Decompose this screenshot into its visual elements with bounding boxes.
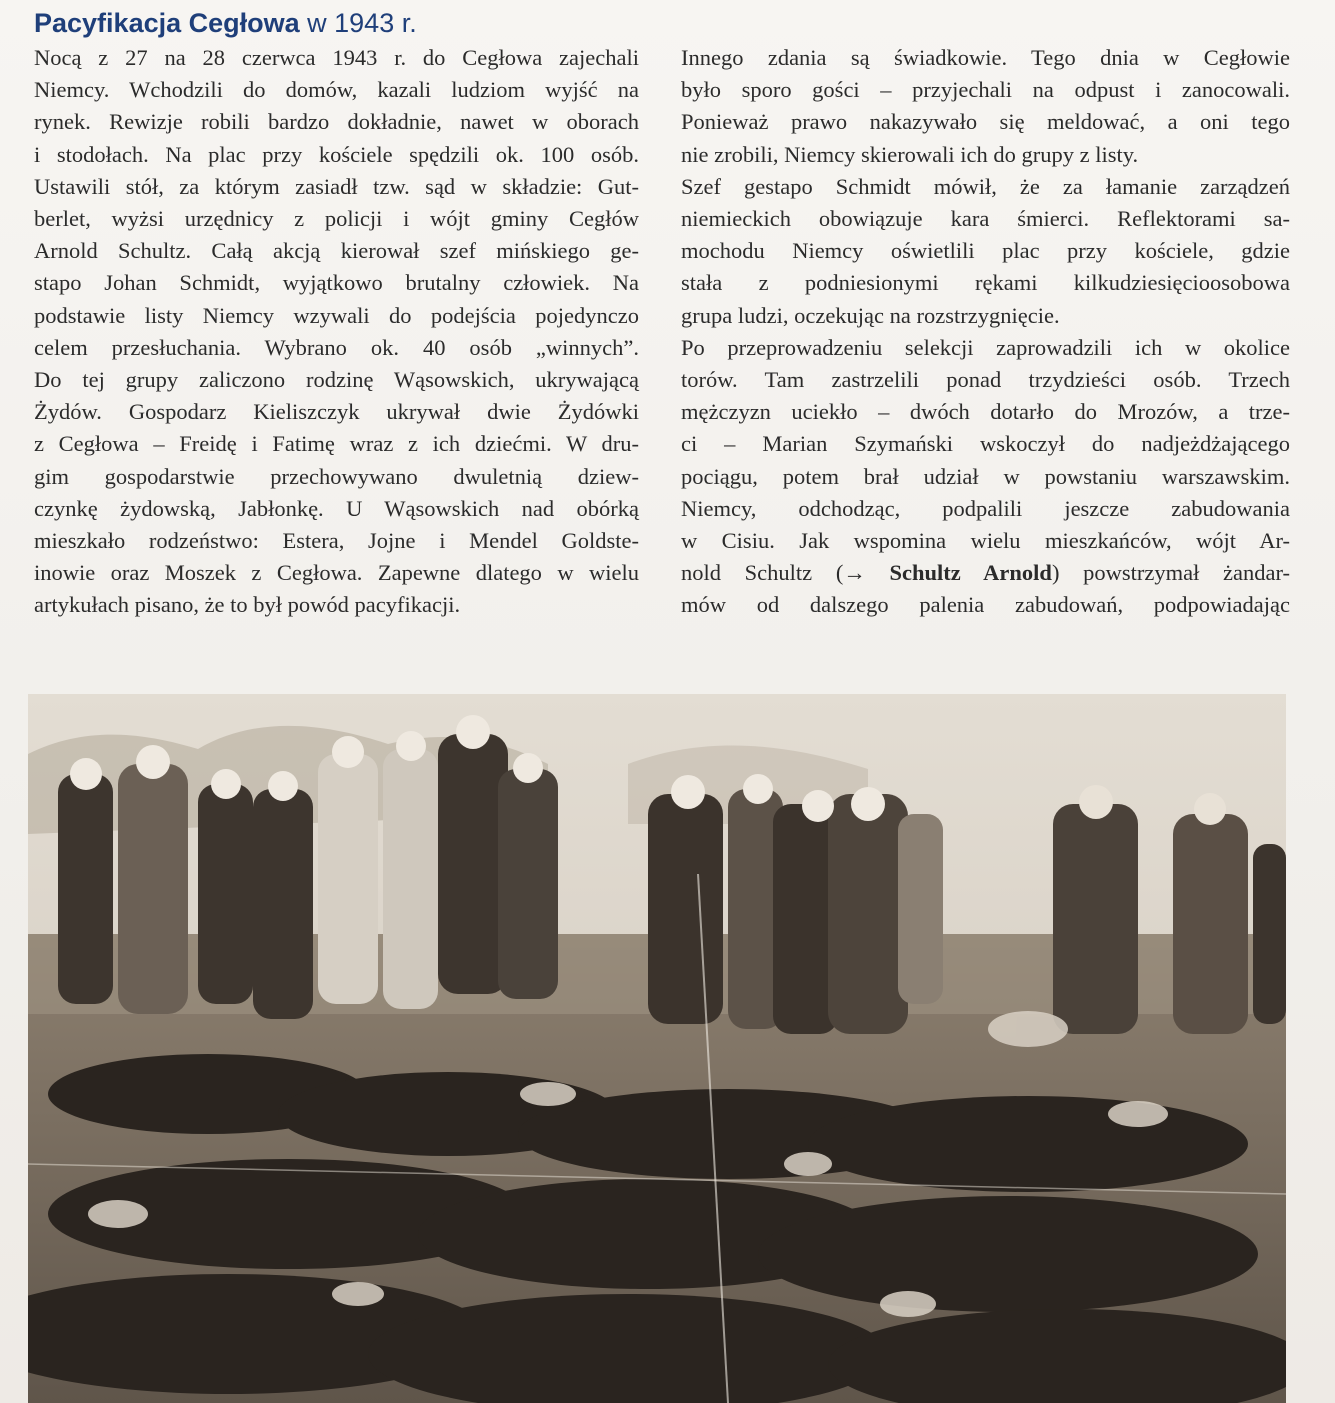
section-title xyxy=(34,6,417,40)
text-line: Niemcy. Wchodzili do domów, kazali ludziom wyjść na xyxy=(34,77,639,103)
text-line: mochodu Niemcy oświetlili plac przy kościele, gdzie xyxy=(681,238,1290,264)
text-line: nie zrobili, Niemcy skierowali ich do grupy z listy. xyxy=(681,141,1139,167)
text-line: i stodołach. Na plac przy kościele spędzili ok. 100 osób. xyxy=(34,141,639,167)
text-line: grupa ludzi, oczekując na rozstrzygnięcie. xyxy=(681,302,1060,328)
text-line: mów od dalszego palenia zabudowań, podpowiadając xyxy=(681,592,1290,618)
text-line: Ustawili stół, za którym zasiadł tzw. sąd w składzie: Gut- xyxy=(34,173,639,199)
text-line: Niemcy, odchodząc, podpalili jeszcze zabudowania xyxy=(681,495,1290,521)
ref-prefix: nold Schultz (→ xyxy=(681,560,890,586)
text-line: Innego zdania są świadkowie. Tego dnia w Cegłowie xyxy=(681,45,1290,70)
text-line: rynek. Rewizje robili bardzo dokładnie, nawet w oborach xyxy=(34,109,639,135)
text-line: inowie oraz Moszek z Cegłowa. Zapewne dlatego w wielu xyxy=(34,560,639,586)
text-line: podstawie listy Niemcy wzywali do podejścia pojedynczo xyxy=(34,302,639,328)
text-line: pociągu, potem brał udział w powstaniu warszawskim. xyxy=(681,463,1290,489)
text-line: stała z podniesionymi rękami kilkudziesięcioosobowa xyxy=(681,270,1290,296)
text-line: Ponieważ prawo nakazywało się meldować, a oni tego xyxy=(681,109,1290,135)
text-line: gim gospodarstwie przechowywano dwuletnią dziew- xyxy=(34,463,639,489)
section-title-bold: Pacyfikacja Cegłowa xyxy=(34,8,300,38)
text-line: ci – Marian Szymański wskoczył do nadjeżdżającego xyxy=(681,431,1290,457)
historical-photo xyxy=(28,694,1286,1403)
text-line: Po przeprowadzeniu selekcji zaprowadzili ich w okolice xyxy=(681,334,1290,360)
text-line: stapo Johan Schmidt, wyjątkowo brutalny człowiek. Na xyxy=(34,270,639,296)
text-line: było sporo gości – przyjechali na odpust i zanocowali. xyxy=(681,77,1290,103)
section-title-date: w 1943 r. xyxy=(299,8,417,38)
text-line-with-reference xyxy=(681,557,1290,589)
text-line: mieszkało rodzeństwo: Estera, Jojne i Mendel Goldste- xyxy=(34,528,639,554)
text-line: Arnold Schultz. Całą akcją kierował szef mińskiego ge- xyxy=(34,238,639,264)
text-line: Do tej grupy zaliczono rodzinę Wąsowskich, ukrywającą xyxy=(34,367,639,393)
text-line: celem przesłuchania. Wybrano ok. 40 osób „winnych”. xyxy=(34,334,639,360)
text-line: z Cegłowa – Freidę i Fatimę wraz z ich dziećmi. W dru- xyxy=(34,431,639,457)
text-line: w Cisiu. Jak wspomina wielu mieszkańców, wójt Ar- xyxy=(681,528,1290,554)
text-line: torów. Tam zastrzelili ponad trzydzieści osób. Trzech xyxy=(681,367,1290,393)
text-line: niemieckich obowiązuje kara śmierci. Reflektorami sa- xyxy=(681,206,1290,232)
photo-rendering xyxy=(28,694,1286,1403)
ref-suffix: ) powstrzymał żandar- xyxy=(1051,560,1291,586)
left-text-column xyxy=(34,42,639,622)
text-line: Żydów. Gospodarz Kieliszczyk ukrywał dwie Żydówki xyxy=(34,399,639,425)
text-line: Szef gestapo Schmidt mówił, że za łamanie zarządzeń xyxy=(681,173,1290,199)
text-line: artykułach pisano, że to był powód pacyfikacji. xyxy=(34,592,461,618)
right-text-column xyxy=(681,42,1290,622)
text-line: Nocą z 27 na 28 czerwca 1943 r. do Cegłowa zajechali xyxy=(34,45,639,70)
text-line: berlet, wyżsi urzędnicy z policji i wójt gminy Cegłów xyxy=(34,206,639,232)
text-line: czynkę żydowską, Jabłonkę. U Wąsowskich nad obórką xyxy=(34,495,639,521)
text-line: mężczyzn uciekło – dwóch dotarło do Mrozów, a trze- xyxy=(681,399,1290,425)
cross-reference-link[interactable]: Schultz Arnold xyxy=(889,560,1052,586)
